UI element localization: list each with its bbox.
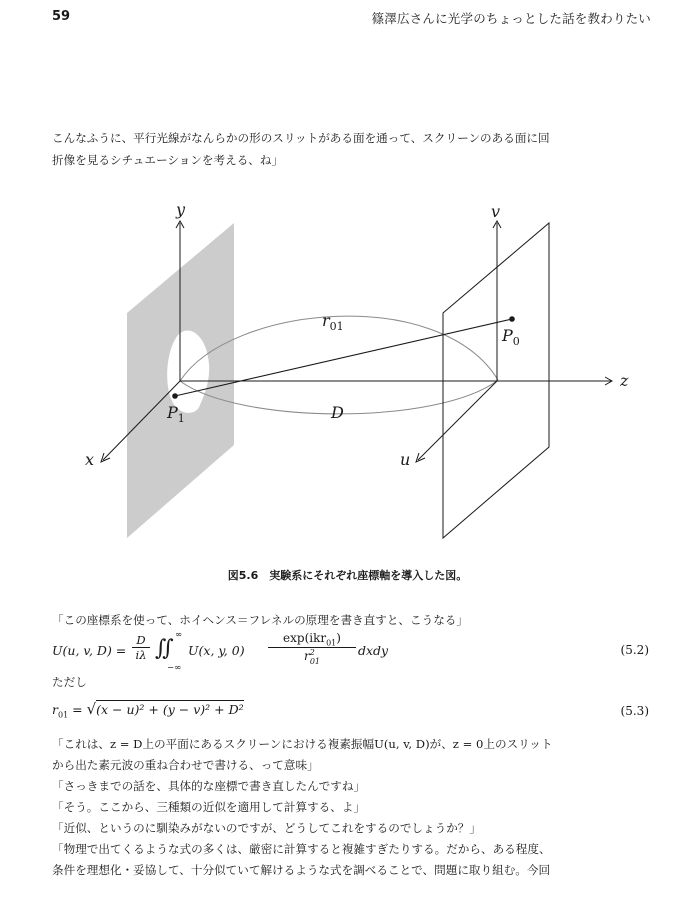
label-p0: $P_0$ bbox=[502, 326, 520, 348]
intro-line-1: こんなふうに、平行光線がなんらかの形のスリットがある面を通って、スクリーンのある面に回 bbox=[52, 131, 550, 145]
eq53-sqrt-symbol: √ bbox=[86, 700, 97, 718]
eq52-frac-num: D bbox=[132, 633, 150, 648]
eq52-tail: dxdy bbox=[358, 643, 389, 658]
body-line-g: 条件を理想化・妥協して、十分似ていて解けるような式を調べることで、問題に取り組む。今回 bbox=[52, 863, 551, 877]
eq53-radicand: (x − u)² + (y − v)² + D² bbox=[96, 702, 244, 717]
label-v: v bbox=[491, 202, 501, 221]
body-line-f: 「物理で出てくるような式の多くは、厳密に計算すると複雑すぎたりする。だから、ある程度、 bbox=[52, 842, 551, 856]
tadashi-line: ただし bbox=[52, 675, 87, 689]
equation-5-3 bbox=[52, 700, 452, 724]
eq52-frac-d bbox=[132, 633, 150, 662]
point-p1 bbox=[172, 393, 178, 399]
body-line-e: 「近似、というのに馴染みがないのですが、どうしてこれをするのでしょうか？」 bbox=[52, 821, 481, 835]
eq52-integral: ∬ bbox=[155, 636, 174, 661]
eq-number-5-2: (5.2) bbox=[620, 643, 649, 657]
u-axis bbox=[418, 381, 497, 460]
eq52-frac-exp bbox=[268, 631, 356, 666]
eq52-lhs: U(u, v, D) = bbox=[52, 643, 127, 658]
intro-paragraph bbox=[52, 127, 612, 171]
eq53-lhs: $r_{01}$ bbox=[52, 702, 69, 720]
diffraction-coordinate-figure bbox=[0, 195, 695, 555]
body-line-d: 「そう。ここから、三種類の近似を適用して計算する、よ」 bbox=[52, 800, 366, 814]
eq52-int-upper: ∞ bbox=[175, 630, 183, 640]
eq52-mid: U(x, y, 0) bbox=[188, 643, 245, 658]
intro-line-2: 折像を見るシチュエーションを考える、ね」 bbox=[52, 153, 284, 167]
point-p0 bbox=[509, 316, 515, 322]
label-y: y bbox=[176, 200, 186, 219]
running-title: 篠澤広さんに光学のちょっとした話を教わりたい bbox=[371, 11, 651, 26]
eq52-exp-den: $r^2_{01}$ bbox=[303, 648, 321, 666]
eq53-equals: = bbox=[68, 702, 87, 717]
quote-1: 「この座標系を使って、ホイヘンス＝フレネルの原理を書き直すと、こうなる」 bbox=[52, 613, 468, 627]
label-u: u bbox=[400, 450, 411, 469]
body-line-c: 「さっきまでの話を、具体的な座標で書き直したんですね」 bbox=[52, 779, 366, 793]
figure-caption: 図5.6 実験系にそれぞれ座標軸を導入した図。 bbox=[227, 569, 468, 582]
eq52-frac-den: iλ bbox=[135, 648, 147, 662]
label-p1: $P_1$ bbox=[167, 403, 185, 425]
eq52-int-lower: −∞ bbox=[167, 663, 182, 673]
eq-number-5-3: (5.3) bbox=[620, 704, 649, 718]
eq52-exp-num: exp(ikr$_{01}$) bbox=[268, 631, 356, 648]
label-x: x bbox=[85, 450, 95, 469]
body-line-b: から出た素元波の重ね合わせで書ける、って意味」 bbox=[52, 758, 319, 772]
body-line-a: 「これは、z = D上の平面にあるスクリーンにおける複素振幅U(u, v, D)が、z = 0上のスリット bbox=[52, 737, 553, 751]
page-number: 59 bbox=[52, 9, 71, 24]
label-r01: $r_{01}$ bbox=[322, 311, 344, 333]
equation-5-2 bbox=[52, 631, 612, 675]
label-z: z bbox=[620, 371, 629, 390]
label-D: D bbox=[331, 403, 344, 422]
